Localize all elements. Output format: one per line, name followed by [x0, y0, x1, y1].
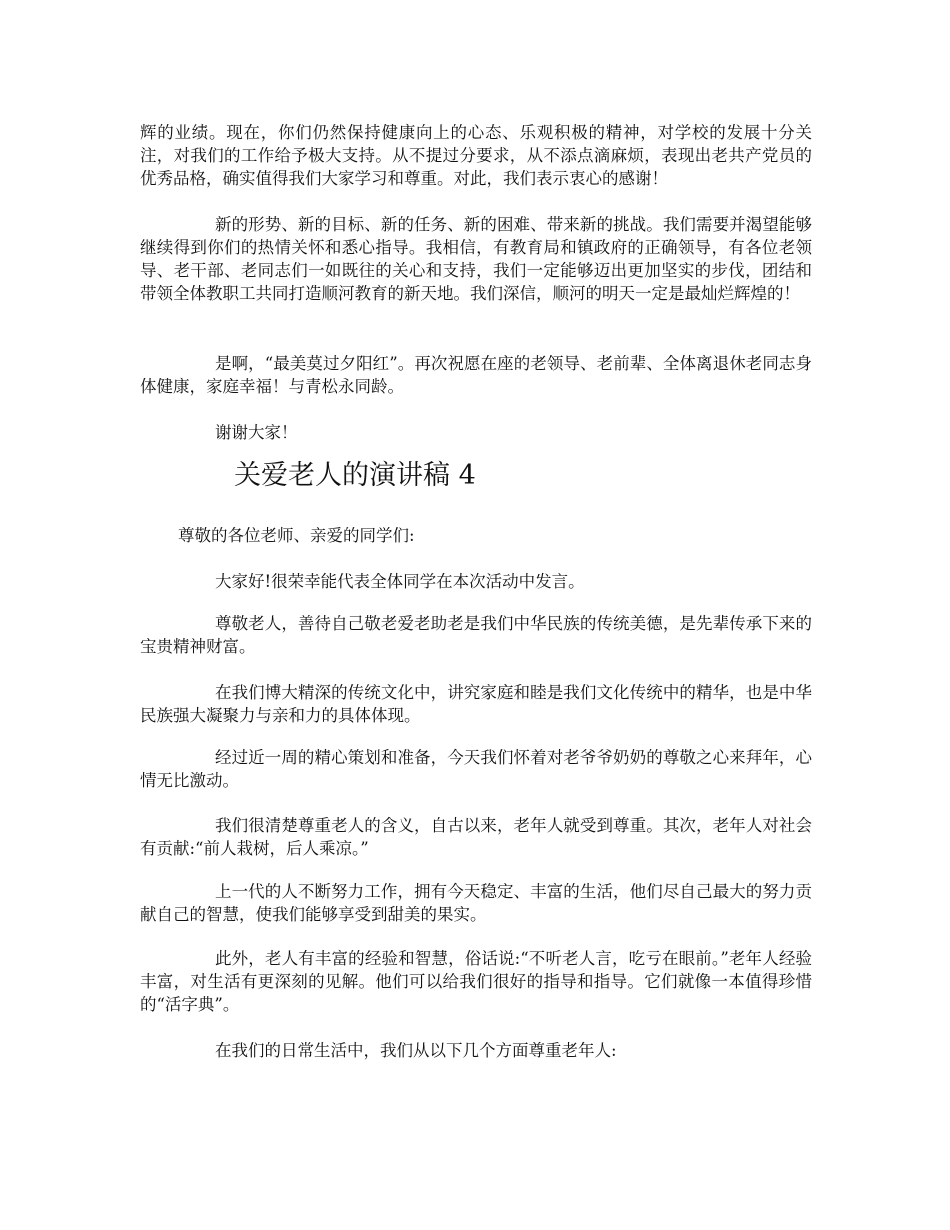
paragraph-daily-life: 在我们的日常生活中，我们从以下几个方面尊重老年人:	[215, 1041, 617, 1060]
paragraph-new-challenges: 新的形势、新的目标、新的任务、新的困难、带来新的挑战。我们需要并渴望能够继续得到你们的热情关怀和悉心指导。我相信，有教育局和镇政府的正确领导，有各位老领导、老干部、老同志们一如既往的关心和支持，我们一定能够迈出更加坚实的步伐，团结和带领全体教职工共同打造顺河教育的新天地。我们深信，顺河的明天一定是最灿烂辉煌的！	[140, 215, 812, 303]
paragraph-respect-elders: 尊敬老人，善待自己敬老爱老助老是我们中华民族的传统美德，是先辈传承下来的宝贵精神财富。	[140, 614, 812, 656]
paragraph-continuation: 辉的业绩。现在，你们仍然保持健康向上的心态、乐观积极的精神，对学校的发展十分关注，对我们的工作给予极大支持。从不提过分要求，从不添点滴麻烦，表现出老共产党员的优秀品格，确实值得我们大家学习和尊重。对此，我们表示衷心的感谢！	[140, 123, 812, 188]
paragraph-preparation: 经过近一周的精心策划和准备，今天我们怀着对老爷爷奶奶的尊敬之心来拜年，心情无比激动。	[140, 748, 812, 790]
paragraph-previous-generation: 上一代的人不断努力工作，拥有今天稳定、丰富的生活，他们尽自己最大的努力贡献自己的智慧，使我们能够享受到甜美的果实。	[140, 882, 812, 924]
paragraph-meaning-of-respect: 我们很清楚尊重老人的含义，自古以来，老年人就受到尊重。其次，老年人对社会有贡献:“前人栽树，后人乘凉。”	[140, 816, 812, 858]
paragraph-sunset-wish: 是啊，“最美莫过夕阳红”。再次祝愿在座的老领导、老前辈、全体离退休老同志身体健康，家庭幸福！与青松永同龄。	[140, 354, 812, 396]
paragraph-greeting: 大家好!很荣幸能代表全体同学在本次活动中发言。	[215, 572, 585, 591]
paragraph-experience-wisdom: 此外，老人有丰富的经验和智慧，俗话说:“不听老人言，吃亏在眼前。”老年人经验丰富，对生活有更深刻的见解。他们可以给我们很好的指导和指导。它们就像一本值得珍惜的“活字典”。	[140, 949, 812, 1014]
salutation: 尊敬的各位老师、亲爱的同学们:	[178, 526, 415, 545]
paragraph-thanks: 谢谢大家！	[215, 423, 298, 442]
section-heading: 关爱老人的演讲稿 4	[234, 460, 476, 491]
paragraph-traditional-culture: 在我们博大精深的传统文化中，讲究家庭和睦是我们文化传统中的精华，也是中华民族强大凝聚力与亲和力的具体体现。	[140, 683, 812, 725]
